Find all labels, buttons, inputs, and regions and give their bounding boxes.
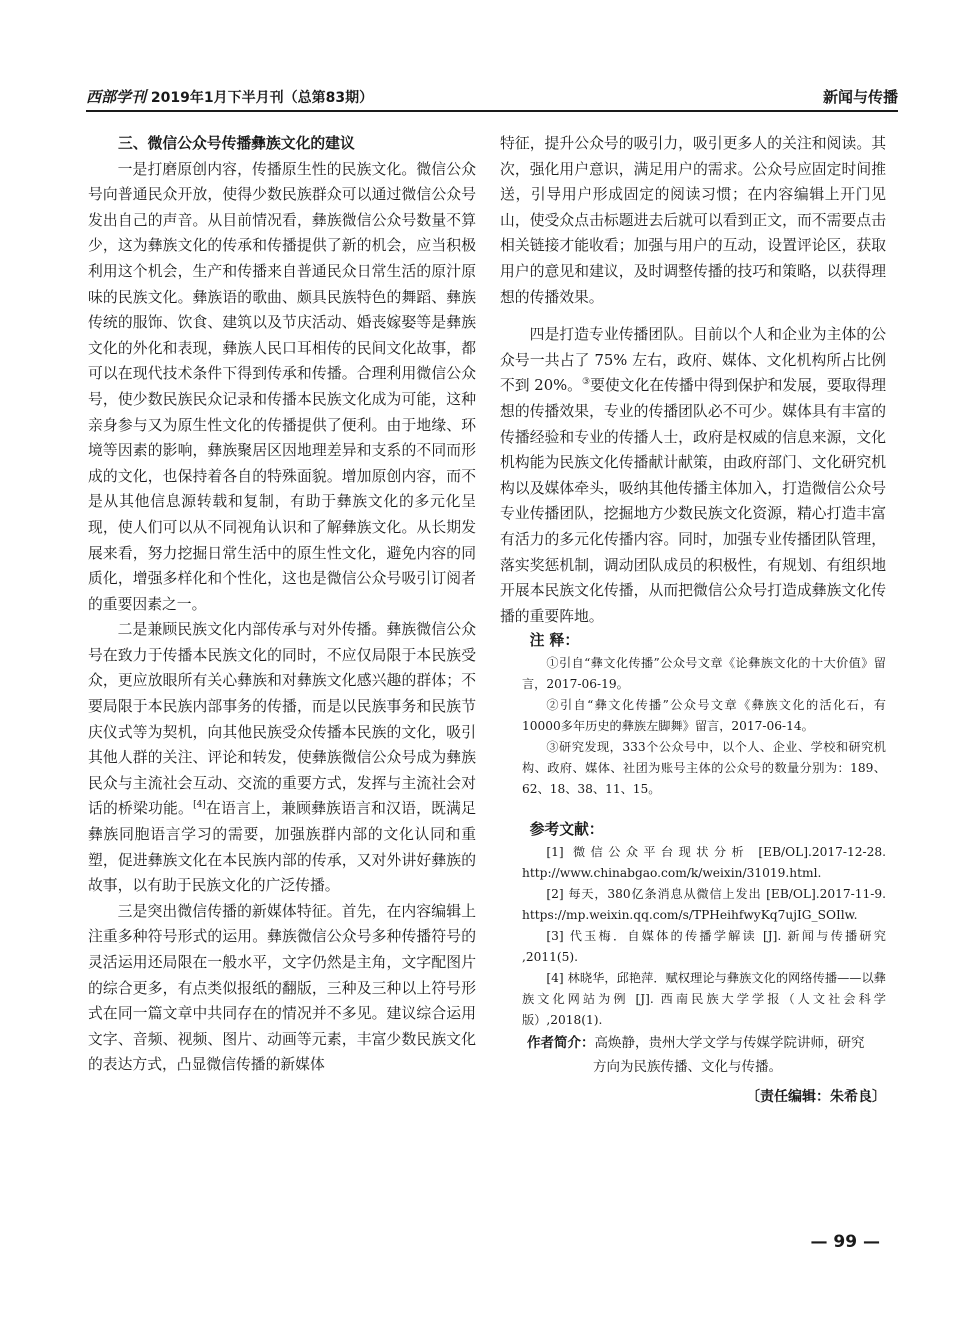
author-bio (500, 1031, 886, 1079)
reference-item: [1] 微信公众平台现状分析 [EB/OL].2017-12-28. http://www.chinabgao.com/k/weixin/31019.html. (522, 845, 886, 881)
left-column (88, 131, 476, 1078)
note-item: ②引自“彝文化传播”公众号文章《彝族文化的活化石，有10000多年历史的彝族左脚舞》留言，2017-06-14。 (522, 698, 886, 734)
reference-item: [2] 每天，380亿条消息从微信上发出 [EB/OL].2017-11-9. https://mp.weixin.qq.com/s/TPHeihfwyKq7ujIG_SOIlw. (522, 887, 886, 923)
author-bio-label: 作者简介： (527, 1035, 595, 1052)
note-item: ①引自“彝文化传播”公众号文章《论彝族文化的十大价值》留言，2017-06-19。 (522, 656, 886, 692)
paragraph-4 (500, 322, 886, 629)
page-number: — 99 — (810, 1232, 880, 1252)
reference-item: [4] 林晓华，邱艳萍．赋权理论与彝族文化的网络传播——以彝族文化网站为例 [J]. 西南民族大学学报（人文社会科学版）,2018(1). (522, 971, 886, 1028)
paragraph-2 (88, 617, 476, 899)
running-header (86, 84, 898, 112)
paragraph-3: 三是突出微信传播的新媒体特征。首先，在内容编辑上注重多种符号形式的运用。彝族微信公众号多种传播符号的灵活运用还局限在一般水平，文字仍然是主角，文字配图片的综合更多，有点类似报纸的翻版，三种及三种以上符号形式在同一篇文章中共同存在的情况并不多见。建议综合运用文字、音频、视频、图片、动画等元素，丰富少数民族文化的表达方式，凸显微信传播的新媒体 (88, 902, 476, 1074)
header-left (86, 86, 373, 107)
header-section: 新闻与传播 (822, 88, 898, 106)
author-bio-text-cont: 方向为民族传播、文化与传播。 (593, 1059, 782, 1076)
reference-item: [3] 代玉梅．自媒体的传播学解读 [J]. 新闻与传播研究 ,2011(5). (522, 929, 886, 965)
citation-4: [4] (193, 800, 206, 811)
paragraph-1: 一是打磨原创内容，传播原生性的民族文化。微信公众号向普通民众开放，使得少数民族群众可以通过微信公众号发出自己的声音。从目前情况看，彝族微信公众号数量不算少，这为彝族文化的传承和传播提供了新的机会，应当积极利用这个机会，生产和传播来自普通民众日常生活的原汁原味的民族文化。彝族语的歌曲、颇具民族特色的舞蹈、彝族传统的服饰、饮食、建筑以及节庆活动、婚丧嫁娶等是彝族文化的外化和表现，彝族人民口耳相传的民间文化故事，都可以在现代技术条件下得到传承和传播。合理利用微信公众号，使少数民族民众记录和传播本民族文化成为可能，这种亲身参与又为原生性文化的传播提供了便利。由于地缘、环境等因素的影响，彝族聚居区因地理差异和支系的不同而形成的文化，也保持着各自的特殊面貌。增加原创内容，而不是从其他信息源转载和复制，有助于彝族文化的多元化呈现，使人们可以从不同视角认识和了解彝族文化。从长期发展来看，努力挖掘日常生活中的原生性文化，避免内容的同质化，增强多样化和个性化，这也是微信公众号吸引订阅者的重要因素之一。 (88, 160, 476, 613)
notes-title: 注 释： (529, 632, 580, 650)
responsible-editor: 〔责任编辑：朱希良〕 (746, 1089, 886, 1106)
paragraph-2-text: 二是兼顾民族文化内部传承与对外传播。彝族微信公众号在致力于传播本民族文化的同时，不应仅局限于本民族受众，更应放眼所有关心彝族和对彝族文化感兴趣的群体；不要局限于本民族内部事务的传播，而是以民族事务和民族节庆仪式等为契机，向其他民族受众传播本民族的文化，吸引其他人群的关注、评论和转发，使彝族微信公众号成为彝族民众与主流社会互动、交流的重要方式，发挥与主流社会对话的桥梁功能。 (88, 621, 476, 818)
issue-info: 2019年1月下半月刊（总第83期） (150, 90, 374, 106)
paragraph-4-text-b: 要使文化在传播中得到保护和发展，要取得理想的传播效果，专业的传播团队必不可少。媒体具有丰富的传播经验和专业的传播人士，政府是权威的信息来源，文化机构能为民族文化传播献计献策，由政府部门、文化研究机构以及媒体牵头，吸纳其他传播主体加入，打造微信公众号专业传播团队，挖掘地方少数民族文化资源，精心打造丰富有活力的多元化传播内容。同时，加强专业传播团队管理，落实奖惩机制，调动团队成员的积极性，有规划、有组织地开展本民族文化传播，从而把微信公众号打造成彝族文化传播的重要阵地。 (500, 377, 887, 625)
references-title: 参考文献： (529, 821, 604, 839)
paragraph-4-text-a: 四是打造专业传播团队。目前以个人和企业为主体的公众号一共占了 75% 左右，政府、媒体、文化机构所占比例不到 20%。 (500, 326, 886, 395)
note-item: ③研究发现，333个公众号中，以个人、企业、学校和研究机构、政府、媒体、社团为账号主体的公众号的数量分别为：189、62、18、38、11、15。 (522, 740, 886, 797)
paragraph-2-tail: 在语言上，兼顾彝族语言和汉语，既满足彝族同胞语言学习的需要，加强族群内部的文化认同和重塑，促进彝族文化在本民族内部的传承，又对外讲好彝族的故事，以有助于民族文化的广泛传播。 (88, 800, 476, 895)
author-bio-text: 高焕静，贵州大学文学与传媒学院讲师，研究 (594, 1035, 865, 1052)
section-heading: 三、微信公众号传播彝族文化的建议 (118, 135, 355, 152)
footnote-ref-3: ③ (581, 377, 591, 388)
journal-name: 西部学刊 (86, 88, 147, 106)
right-column (500, 131, 886, 1111)
paragraph-3-continued: 特征，提升公众号的吸引力，吸引更多人的关注和阅读。其次，强化用户意识，满足用户的需求。公众号应固定时间推送，引导用户形成固定的阅读习惯；在内容编辑上开门见山，使受众点击标题进去后就可以看到正文，而不需要点击相关链接才能收看；加强与用户的互动，设置评论区，获取用户的意见和建议，及时调整传播的技巧和策略，以获得理想的传播效果。 (500, 135, 886, 306)
